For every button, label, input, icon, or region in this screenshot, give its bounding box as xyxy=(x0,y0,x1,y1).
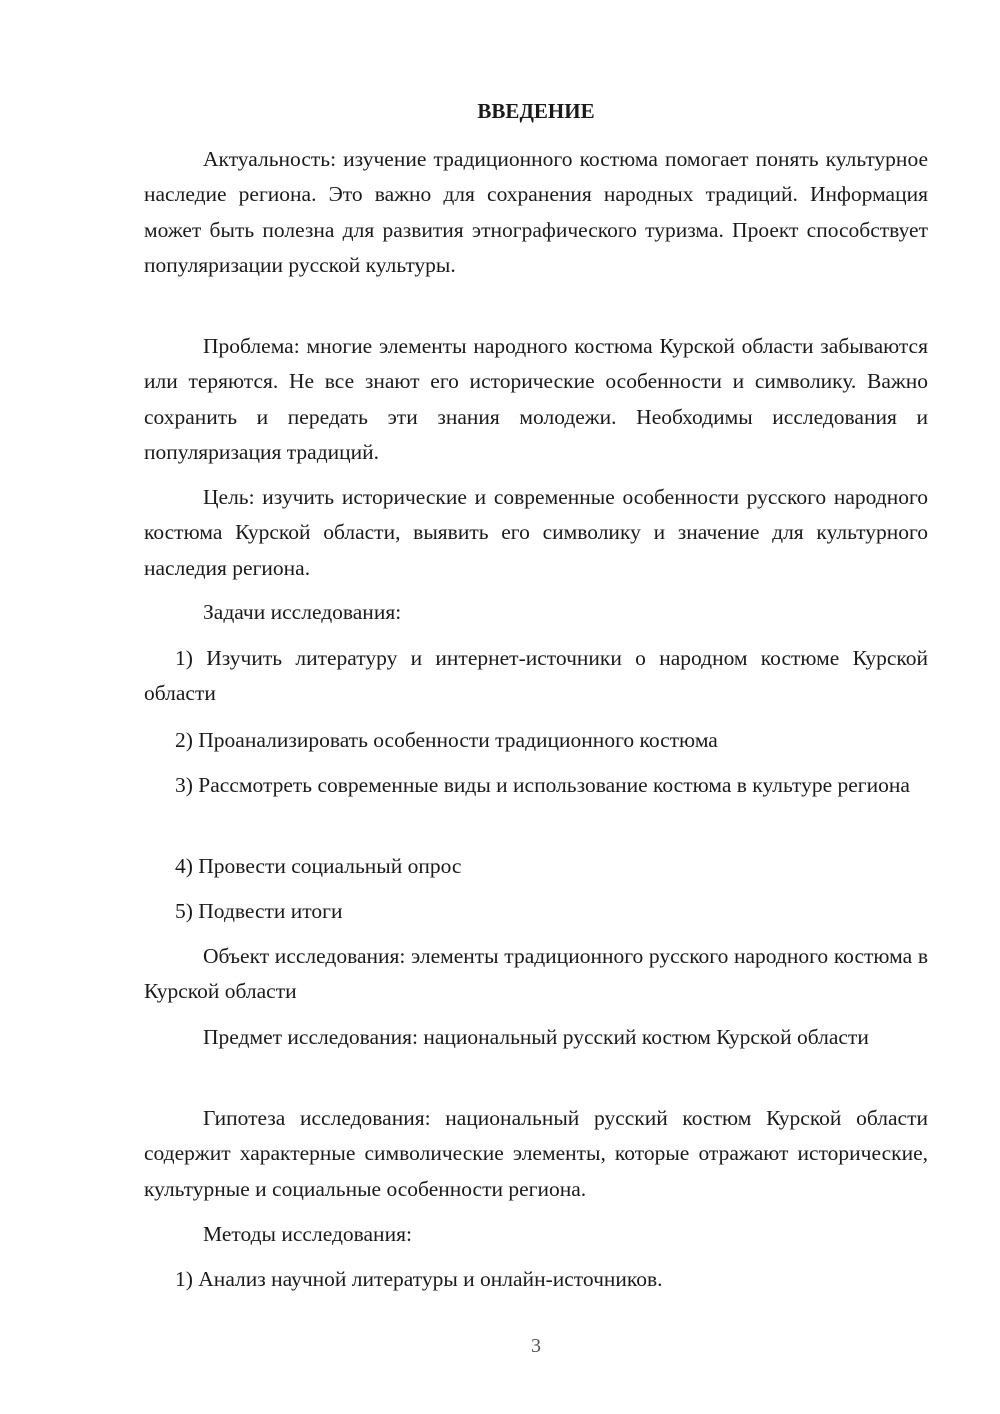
methods-heading: Методы исследования: xyxy=(203,1222,412,1246)
paragraph-relevance: Актуальность: изучение традиционного костюма помогает понять культурное наследие региона. Это важно для сохранения народных традиций. Информация может быть полезна для развития этнографического туризма. Проект способствует популяризации русской культуры. xyxy=(144,147,928,277)
task-item-1: 1) Изучить литературу и интернет-источники о народном костюме Курской области xyxy=(144,646,928,706)
task-item-4: 4) Провести социальный опрос xyxy=(175,854,462,878)
paragraph-object: Объект исследования: элементы традиционного русского народного костюма в Курской области xyxy=(144,944,928,1004)
paragraph-problem: Проблема: многие элементы народного костюма Курской области забываются или теряются. Не все знают его исторические особенности и символику. Важно сохранить и передать эти знания молодежи. Необходимы исследования и популяризация традиций. xyxy=(144,334,928,464)
paragraph-hypothesis: Гипотеза исследования: национальный русский костюм Курской области содержит характерные символические элементы, которые отражают исторические, культурные и социальные особенности региона. xyxy=(144,1106,928,1201)
section-title: ВВЕДЕНИЕ xyxy=(477,99,595,123)
task-item-5: 5) Подвести итоги xyxy=(175,899,343,923)
method-item-1: 1) Анализ научной литературы и онлайн-источников. xyxy=(175,1267,663,1291)
paragraph-subject: Предмет исследования: национальный русский костюм Курской области xyxy=(203,1025,869,1049)
task-item-2: 2) Проанализировать особенности традиционного костюма xyxy=(175,728,718,752)
task-item-3: 3) Рассмотреть современные виды и использование костюма в культуре региона xyxy=(175,773,910,797)
tasks-heading: Задачи исследования: xyxy=(203,600,402,624)
page-number: 3 xyxy=(531,1335,541,1357)
paragraph-goal: Цель: изучить исторические и современные особенности русского народного костюма Курской области, выявить его символику и значение для культурного наследия региона. xyxy=(144,485,928,580)
